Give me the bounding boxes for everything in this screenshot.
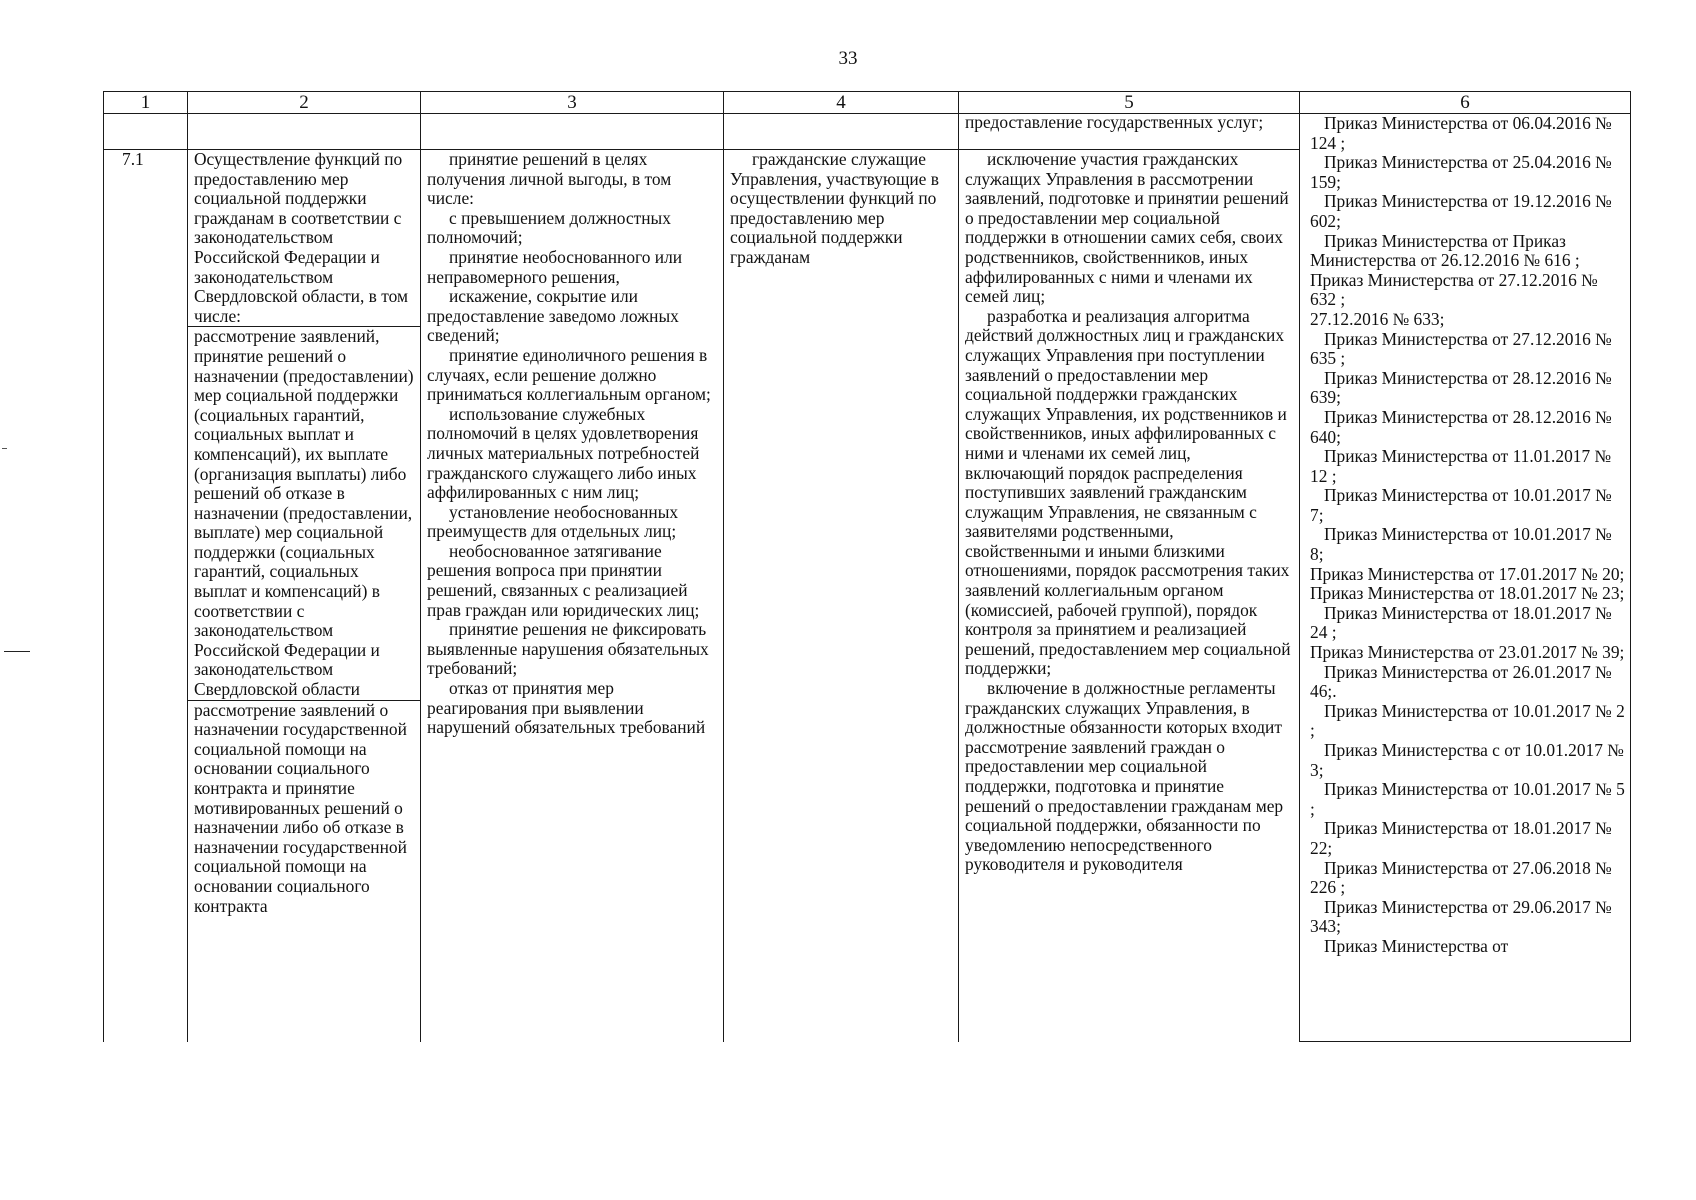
order-reference: Приказ Министерства от 10.01.2017 № 8; <box>1310 524 1612 565</box>
order-reference: Приказ Министерства от 25.04.2016 № 159; <box>1310 152 1612 192</box>
order-reference: Приказ Министерства от 27.12.2016 № 635 ; <box>1310 328 1612 369</box>
measures-cell <box>959 150 1300 1042</box>
order-reference: Приказ Министерства от Приказ Министерства от 26.12.2016 № 616 ; <box>1310 230 1580 271</box>
risk-item: принятие единоличного решения в случаях, если решение должно приниматься коллегиальным органом; <box>427 344 711 405</box>
order-reference: Приказ Министерства от 10.01.2017 № 7; <box>1310 485 1612 525</box>
positions-cell <box>724 150 959 1042</box>
measure-item: исключение участия гражданских служащих Управления в рассмотрении заявлений, подготовке и принятии решений о предоставлении мер социальной поддержки в отношении самих себя, своих родственников, свойственников, иных аффилированных с ними и членами их семей лиц; <box>965 149 1289 307</box>
order-reference: Приказ Министерства от 29.06.2017 № 343; <box>1310 896 1612 937</box>
order-reference: Приказ Министерства от 18.01.2017 № 23; <box>1310 583 1625 604</box>
row-number: 7.1 <box>104 150 188 1042</box>
column-header: 2 <box>188 92 421 114</box>
column-header: 5 <box>959 92 1300 114</box>
empty-cell <box>188 114 421 150</box>
order-reference: Приказ Министерства от 27.12.2016 № 632 ; <box>1310 269 1598 310</box>
function-main: Осуществление функций по предоставлению мер социальной поддержки гражданам в соответствии с законодательством Российской Федерации и законодательством Свердловской области, в том числе: <box>188 150 420 327</box>
empty-cell <box>724 114 959 150</box>
risk-item: отказ от принятия мер реагирования при выявлении нарушений обязательных требований <box>427 678 706 738</box>
risk-item: установление необоснованных преимуществ для отдельных лиц; <box>427 501 679 542</box>
risk-item: искажение, сокрытие или предоставление заведомо ложных сведений; <box>427 286 679 346</box>
order-reference: Приказ Министерства от 10.01.2017 № 5 ; <box>1310 779 1625 819</box>
column-header: 4 <box>724 92 959 114</box>
measure-item: включение в должностные регламенты гражданских служащих Управления, в должностные обязанности которых входит рассмотрение заявлений граждан о предоставлении мер социальной поддержки, подготовка и принятие решений о предоставлении гражданам мер социальной поддержки, обязанности по уведомлению непосредственного руководителя и руководителя <box>965 678 1284 875</box>
order-reference: Приказ Министерства от 06.04.2016 № 124 ; <box>1310 113 1612 153</box>
carry-over-text <box>959 114 1300 150</box>
risk-item: с превышением должностных полномочий; <box>427 207 671 248</box>
carry-over-row <box>104 114 1631 150</box>
measure-item: разработка и реализация алгоритма действий должностных лиц и гражданских служащих Управления при поступлении заявлений о предоставлении мер социальной поддержки гражданских служащих Управления, их родственников и свойственников, иных аффилированных с ними и членами их семей лиц, включающий порядок распределения поступивших заявлений гражданским служащим Управления, не связанным с заявителями родственными, свойственными и иными близкими отношениями, порядок рассмотрения таких заявлений коллегиальным органом (комиссией, рабочей группой), порядок контроля за принятием и реализацией решений, предоставлением мер социальной поддержки; <box>965 305 1291 679</box>
function-cell <box>188 150 421 1042</box>
order-reference: Приказ Министерства от 23.01.2017 № 39; <box>1310 642 1625 663</box>
empty-cell <box>421 114 724 150</box>
margin-mark <box>4 651 30 652</box>
order-reference: Приказ Министерства от 28.12.2016 № 640; <box>1310 406 1612 447</box>
positions-text: гражданские служащие Управления, участвующие в осуществлении функций по предоставлению мер социальной поддержки гражданам <box>730 149 939 267</box>
function-sub-2: рассмотрение заявлений о назначении государственной социальной помощи на основании социального контракта и принятие мотивированных решений о назначении либо об отказе в назначении государственной социальной помощи на основании социального контракта <box>194 699 407 916</box>
order-reference: Приказ Министерства от 26.01.2017 № 46;. <box>1310 661 1612 702</box>
column-header-row <box>104 92 1631 114</box>
risk-item: использование служебных полномочий в целях удовлетворения личных материальных потребностей гражданского служащего либо иных аффилированных с ним лиц; <box>427 403 700 503</box>
order-reference: Приказ Министерства от <box>1324 935 1509 956</box>
order-reference: Приказ Министерства от 11.01.2017 № 12 ; <box>1310 446 1612 486</box>
carry-over-col5: предоставление государственных услуг; <box>965 113 1264 132</box>
risks-cell <box>421 150 724 1042</box>
order-reference: Приказ Министерства от 18.01.2017 № 22; <box>1310 818 1612 858</box>
column-header: 6 <box>1300 92 1631 114</box>
risk-item: принятие решения не фиксировать выявленные нарушения обязательных требований; <box>427 619 709 679</box>
function-sub-1: рассмотрение заявлений, принятие решений о назначении (предоставлении) мер социальной поддержки (социальных гарантий, социальных выплат и компенсаций), их выплате (организация выплаты) либо решений об отказе в назначении (предоставлении, выплате) мер социальной поддержки (социальных гарантий, социальных выплат и компенсаций) в соответствии с законодательством Российской Федерации и законодательством Свердловской области <box>188 327 420 700</box>
order-reference: Приказ Министерства от 17.01.2017 № 20; <box>1310 563 1625 584</box>
order-reference: Приказ Министерства от 18.01.2017 № 24 ; <box>1310 602 1612 643</box>
column-header: 1 <box>104 92 188 114</box>
order-reference: Приказ Министерства от 28.12.2016 № 639; <box>1310 367 1612 408</box>
risk-item: необоснованное затягивание решения вопроса при принятии решений, связанных с реализацией прав граждан или юридических лиц; <box>427 540 700 620</box>
document-table <box>103 91 1631 1042</box>
empty-cell <box>104 114 188 150</box>
column-header: 3 <box>421 92 724 114</box>
order-reference: Приказ Министерства от 27.06.2018 № 226 ; <box>1310 857 1612 898</box>
risk-item: принятие решений в целях получения личной выгоды, в том числе: <box>427 149 672 209</box>
order-reference: 27.12.2016 № 633; <box>1310 308 1445 329</box>
page-number: 33 <box>838 48 858 69</box>
order-reference: Приказ Министерства от 19.12.2016 № 602; <box>1310 191 1612 231</box>
order-reference: Приказ Министерства от 10.01.2017 № 2 ; <box>1310 700 1625 741</box>
margin-mark-small <box>2 448 7 449</box>
risk-item: принятие необоснованного или неправомерного решения, <box>427 246 683 287</box>
orders-cell <box>1300 114 1631 1042</box>
order-reference: Приказ Министерства с от 10.01.2017 № 3; <box>1310 740 1624 780</box>
